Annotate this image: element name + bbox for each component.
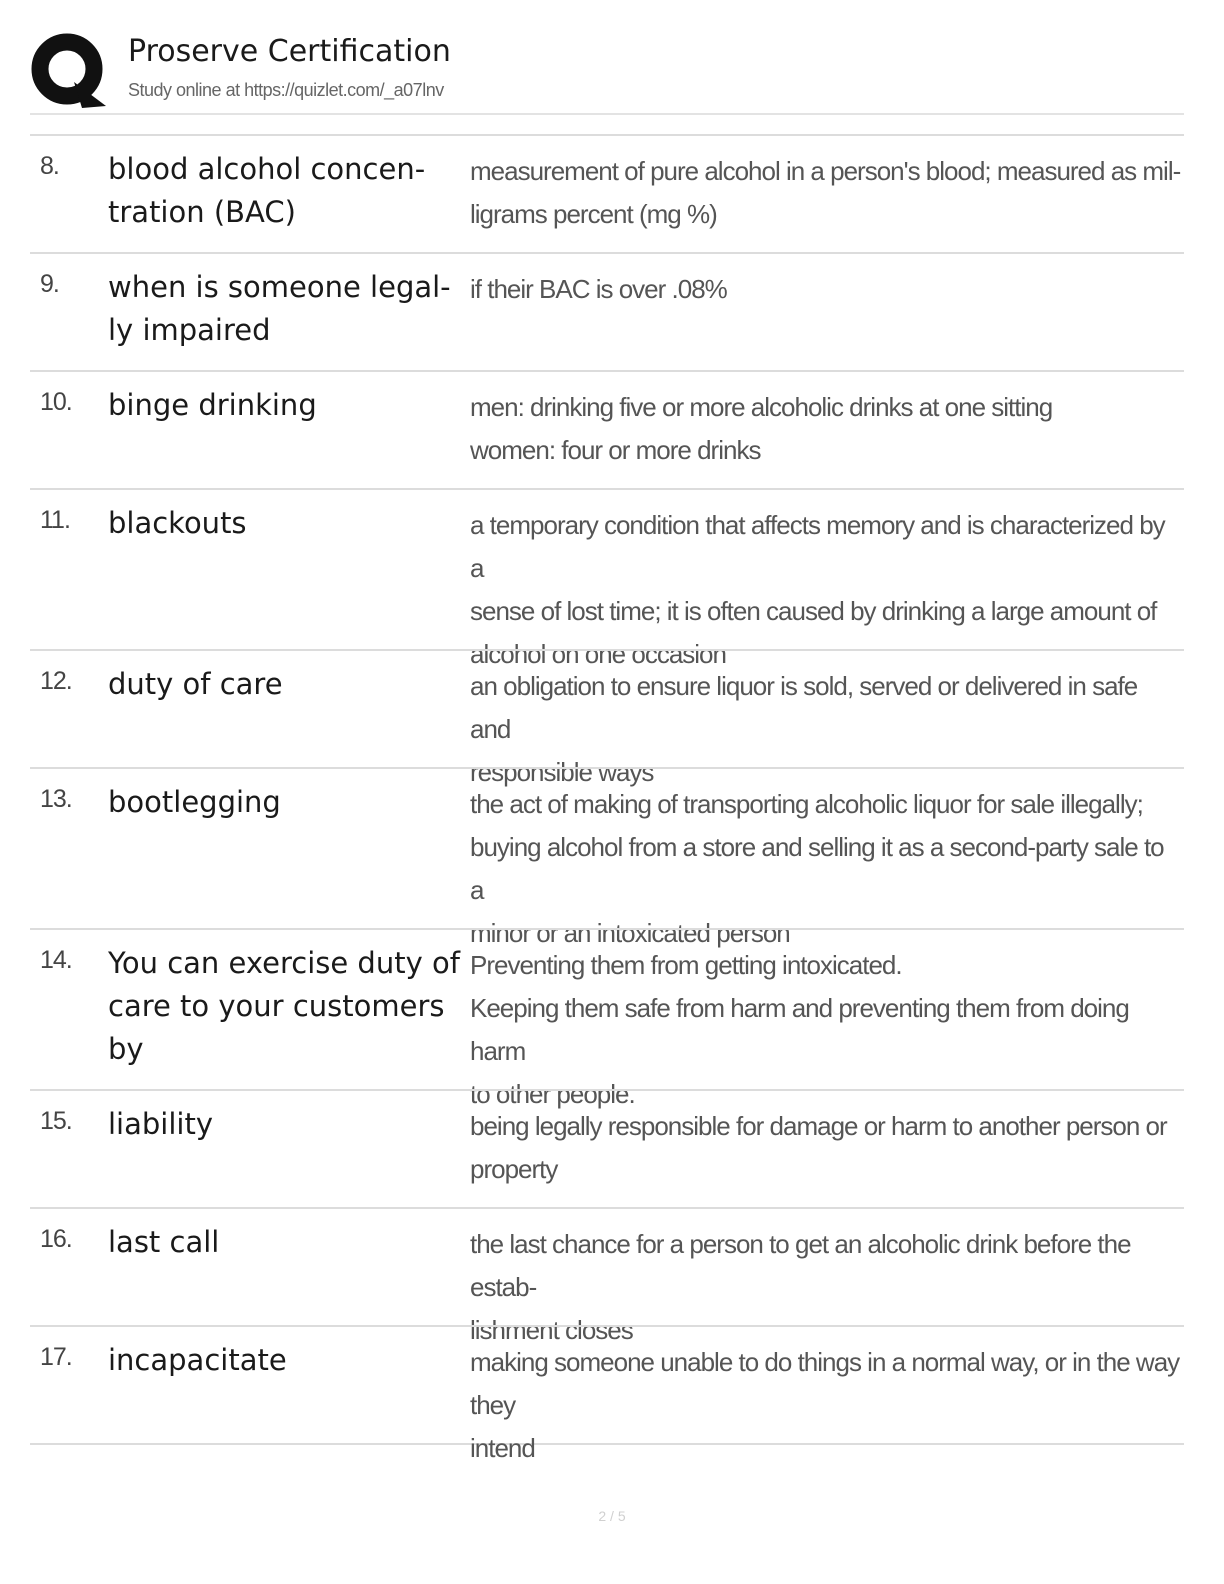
card-definition: an obligation to ensure liquor is sold, served or delivered in safe and responsible ways xyxy=(470,671,1138,787)
card-term: blackouts xyxy=(108,506,247,540)
flashcard-row xyxy=(30,134,1184,252)
card-definition: Preventing them from getting intoxicated. Keeping them safe from harm and preventing them from doing harm to other people. xyxy=(470,950,1129,1109)
card-term: incapacitate xyxy=(108,1343,287,1377)
flashcard-row xyxy=(30,649,1184,787)
flashcard-list xyxy=(30,134,1184,1463)
card-definition: if their BAC is over .08% xyxy=(470,274,727,304)
page-title: Proserve Certification xyxy=(128,34,451,69)
study-link[interactable]: Study online at https://quizlet.com/_a07lnv xyxy=(128,80,444,100)
card-number: 13. xyxy=(40,785,72,813)
card-definition: a temporary condition that affects memory and is characterized by a sense of lost time; it is often caused by drinking a large amount of alcohol on one occasion xyxy=(470,510,1165,669)
card-term: liability xyxy=(108,1107,213,1141)
card-term: blood alcohol concen- tration (BAC) xyxy=(108,152,426,229)
card-term: when is someone legal- ly impaired xyxy=(108,270,451,347)
card-number: 10. xyxy=(40,388,72,416)
card-definition: men: drinking five or more alcoholic drinks at one sitting women: four or more drinks xyxy=(470,392,1053,465)
card-number: 16. xyxy=(40,1225,72,1253)
flashcard-row xyxy=(30,252,1184,370)
card-number: 15. xyxy=(40,1107,72,1135)
card-term: last call xyxy=(108,1225,220,1259)
header xyxy=(30,28,1184,114)
card-definition: being legally responsible for damage or harm to another person or property xyxy=(470,1111,1167,1184)
card-number: 17. xyxy=(40,1343,72,1371)
flashcard-row xyxy=(30,370,1184,488)
card-number: 14. xyxy=(40,946,72,974)
card-definition: making someone unable to do things in a normal way, or in the way they intend xyxy=(470,1347,1180,1463)
quizlet-logo-icon xyxy=(30,32,108,110)
card-definition: the act of making of transporting alcoholic liquor for sale illegally; buying alcohol from a store and selling it as a second-party sale to a minor or an intoxicated person xyxy=(470,789,1164,948)
card-definition: measurement of pure alcohol in a person's blood; measured as mil- ligrams percent (mg %) xyxy=(470,156,1181,229)
card-number: 9. xyxy=(40,270,59,298)
flashcard-row xyxy=(30,928,1184,1109)
flashcard-row xyxy=(30,488,1184,669)
header-divider xyxy=(30,113,1184,115)
flashcard-row xyxy=(30,1089,1184,1207)
card-term: You can exercise duty of care to your customers by xyxy=(108,946,460,1066)
card-number: 12. xyxy=(40,667,72,695)
card-definition: the last chance for a person to get an alcoholic drink before the estab- lishment closes xyxy=(470,1229,1131,1345)
flashcard-row xyxy=(30,1325,1184,1463)
card-term: bootlegging xyxy=(108,785,281,819)
card-number: 8. xyxy=(40,152,59,180)
card-term: duty of care xyxy=(108,667,283,701)
page-number: 2 / 5 xyxy=(598,1508,626,1524)
card-number: 11. xyxy=(40,506,70,534)
card-term: binge drinking xyxy=(108,388,317,422)
flashcard-row xyxy=(30,767,1184,948)
flashcard-row xyxy=(30,1207,1184,1345)
